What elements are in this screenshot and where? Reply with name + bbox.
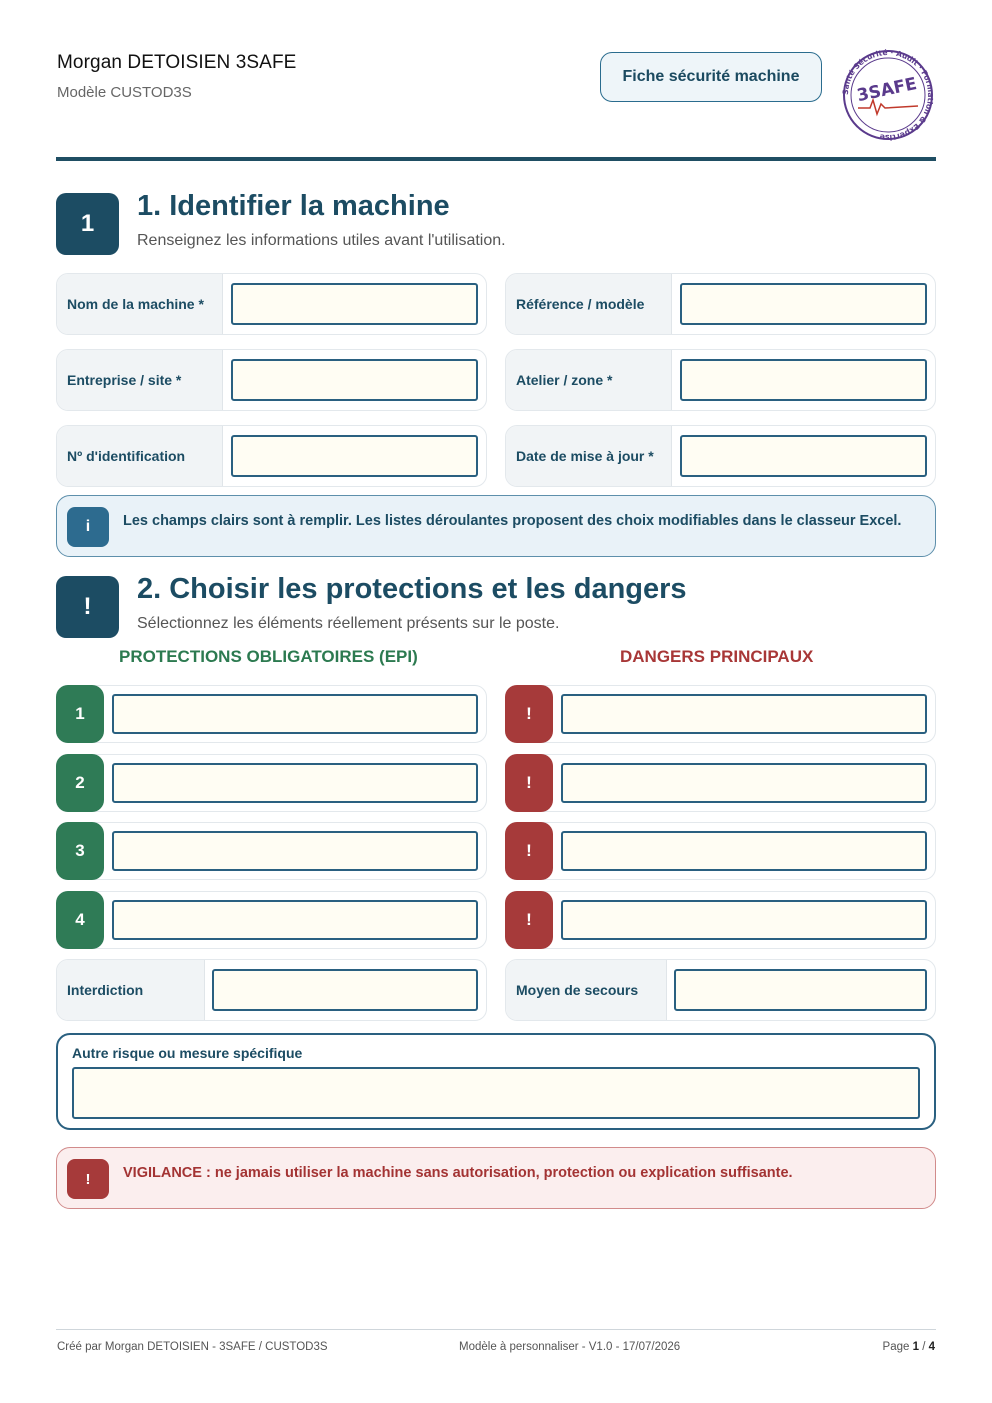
document-type-badge: Fiche sécurité machine (600, 52, 822, 102)
dangers-heading: DANGERS PRINCIPAUX (620, 647, 814, 666)
section-1-number: 1 (56, 193, 119, 255)
emergency-select[interactable] (674, 969, 927, 1011)
section-2-subtitle: Sélectionnez les éléments réellement présents sur le poste. (137, 615, 560, 632)
danger-select[interactable] (561, 694, 927, 734)
danger-row (505, 754, 936, 812)
info-text: Les champs clairs sont à remplir. Les listes déroulantes proposent des choix modifiables dans le classeur Excel. (123, 513, 902, 529)
section-1-subtitle: Renseignez les informations utiles avant l'utilisation. (137, 232, 506, 249)
model-name: Modèle CUSTOD3S (57, 84, 192, 101)
info-icon: i (67, 507, 109, 547)
field-label: Nom de la machine * (57, 274, 223, 334)
danger-icon: ! (505, 754, 553, 812)
field-label: Date de mise à jour * (506, 426, 672, 486)
field-interdiction (56, 959, 487, 1021)
company-input[interactable] (231, 359, 478, 401)
reference-input[interactable] (680, 283, 927, 325)
machine-name-input[interactable] (231, 283, 478, 325)
field-label: Entreprise / site * (57, 350, 223, 410)
protection-select[interactable] (112, 694, 478, 734)
page-prefix: Page (882, 1341, 913, 1353)
svg-text:3SAFE: 3SAFE (855, 74, 919, 107)
warning-icon: ! (67, 1159, 109, 1199)
protection-number: 4 (56, 891, 104, 949)
page-current: 1 (912, 1341, 919, 1353)
page-total: 4 (928, 1341, 935, 1353)
field-update-date (505, 425, 936, 487)
page-number (883, 1341, 935, 1353)
danger-select[interactable] (561, 900, 927, 940)
other-risk-panel (56, 1033, 936, 1130)
field-identification (56, 425, 487, 487)
other-risk-input[interactable] (72, 1067, 920, 1119)
protection-row (56, 754, 487, 812)
section-2-number: ! (56, 576, 119, 638)
svg-text:Santé Sécurité · Audit · Forma: Santé Sécurité · Audit · Formation & Expertise (840, 48, 936, 142)
protection-row (56, 685, 487, 743)
protection-number: 2 (56, 754, 104, 812)
footer-divider (56, 1329, 936, 1330)
footer-credit: Créé par Morgan DETOISIEN - 3SAFE / CUSTOD3S (57, 1341, 328, 1353)
protection-select[interactable] (112, 763, 478, 803)
page-separator: / (919, 1341, 929, 1353)
vigilance-text: VIGILANCE : ne jamais utiliser la machine sans autorisation, protection ou explication suffisante. (123, 1165, 793, 1181)
workshop-input[interactable] (680, 359, 927, 401)
protection-select[interactable] (112, 831, 478, 871)
header-divider (56, 157, 936, 161)
section-2-title: 2. Choisir les protections et les dangers (137, 573, 687, 605)
protection-number: 1 (56, 685, 104, 743)
danger-select[interactable] (561, 831, 927, 871)
field-label: Atelier / zone * (506, 350, 672, 410)
author-name: Morgan DETOISIEN 3SAFE (57, 52, 297, 73)
protection-select[interactable] (112, 900, 478, 940)
danger-icon: ! (505, 891, 553, 949)
field-reference (505, 273, 936, 335)
field-company (56, 349, 487, 411)
section-1-title: 1. Identifier la machine (137, 190, 450, 222)
identification-input[interactable] (231, 435, 478, 477)
danger-select[interactable] (561, 763, 927, 803)
footer-version: Modèle à personnaliser - V1.0 - 17/07/2026 (459, 1341, 681, 1353)
info-callout (56, 495, 936, 557)
protection-row (56, 822, 487, 880)
update-date-input[interactable] (680, 435, 927, 477)
field-emergency (505, 959, 936, 1021)
protection-row (56, 891, 487, 949)
field-workshop (505, 349, 936, 411)
danger-icon: ! (505, 685, 553, 743)
danger-row (505, 822, 936, 880)
vigilance-callout (56, 1147, 936, 1209)
field-machine-name (56, 273, 487, 335)
field-label: Interdiction (57, 960, 205, 1020)
3safe-logo (840, 48, 936, 142)
danger-row (505, 685, 936, 743)
protections-heading: PROTECTIONS OBLIGATOIRES (EPI) (119, 647, 418, 666)
interdiction-select[interactable] (212, 969, 478, 1011)
danger-row (505, 891, 936, 949)
field-label: Référence / modèle (506, 274, 672, 334)
field-label: Nº d'identification (57, 426, 223, 486)
field-label: Moyen de secours (506, 960, 667, 1020)
danger-icon: ! (505, 822, 553, 880)
protection-number: 3 (56, 822, 104, 880)
other-risk-label: Autre risque ou mesure spécifique (72, 1045, 303, 1061)
